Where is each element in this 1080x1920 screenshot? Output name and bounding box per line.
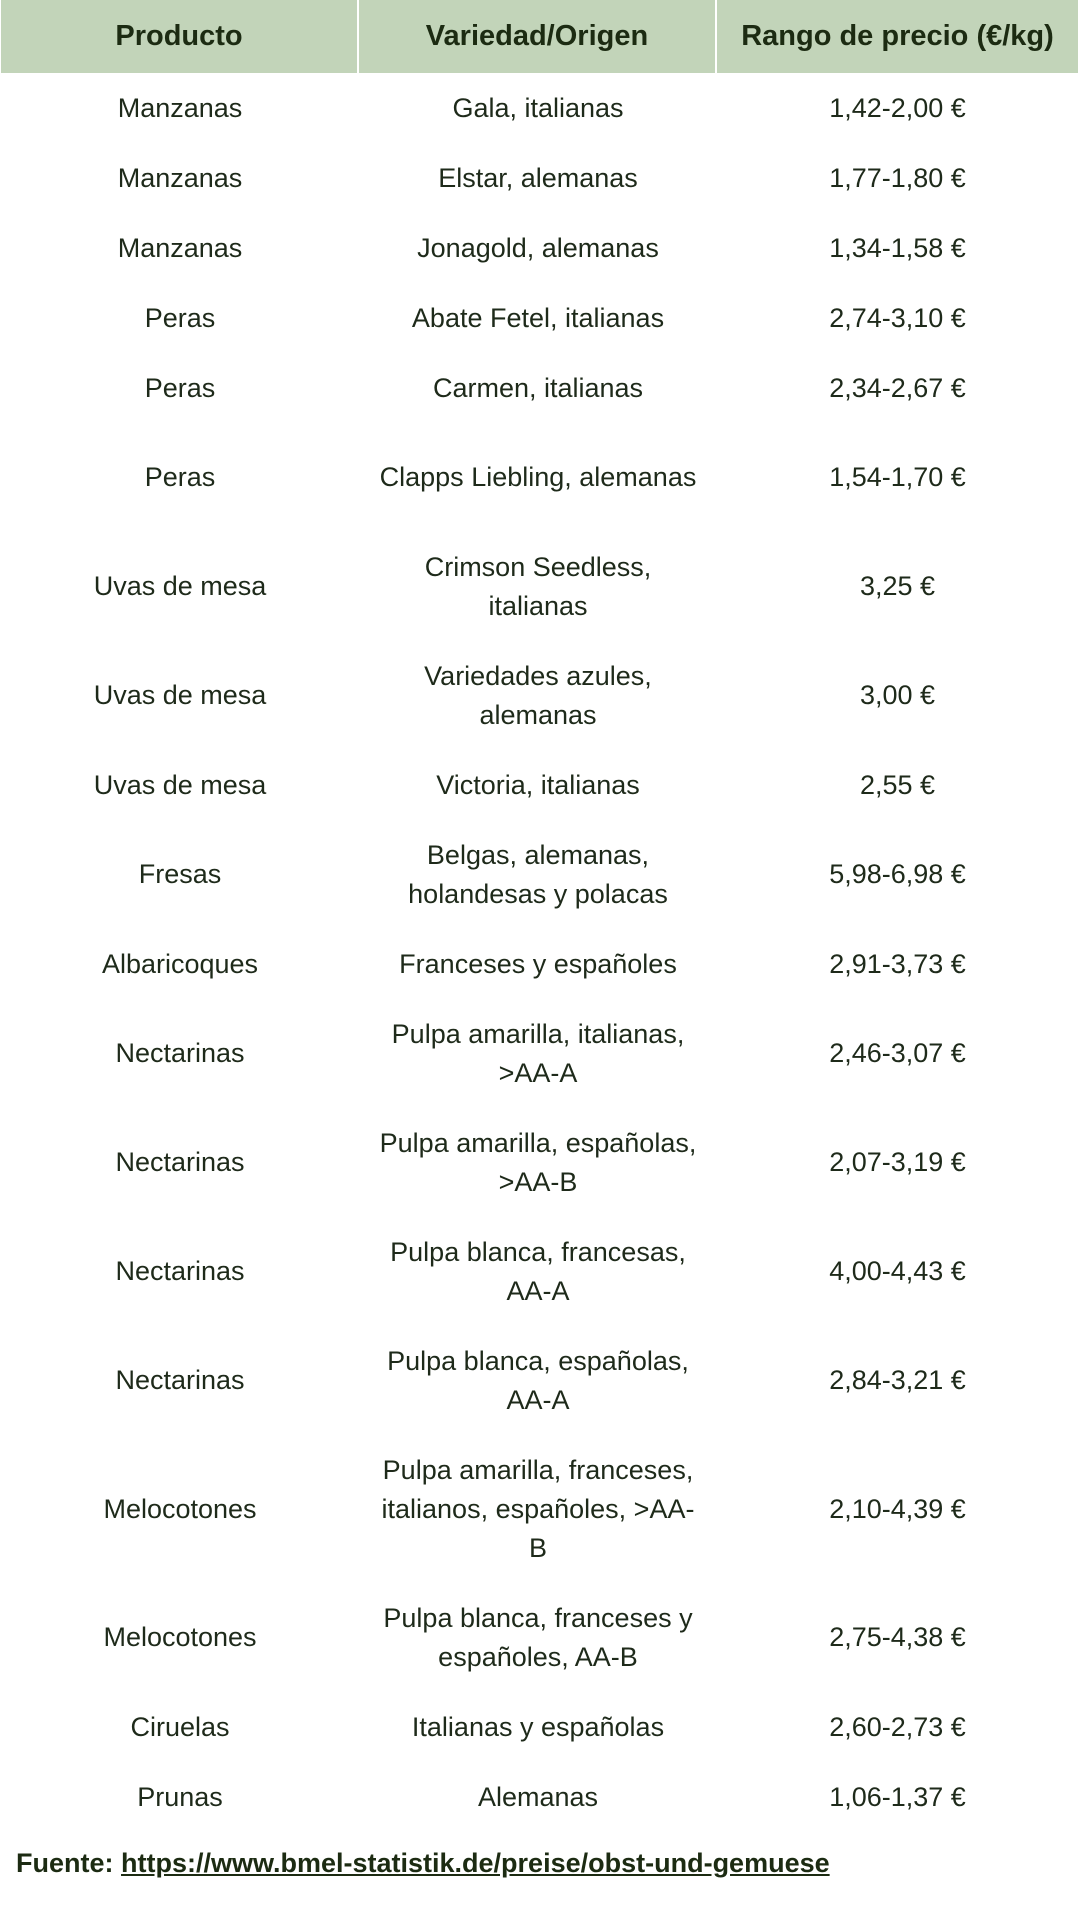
price-cell: 1,06-1,37 € bbox=[829, 1781, 966, 1812]
variety-cell: Alemanas bbox=[477, 1781, 599, 1812]
variety-cell: Crimson Seedless, italianas bbox=[424, 551, 652, 621]
variety-cell: Pulpa blanca, franceses y españoles, AA-B bbox=[383, 1602, 693, 1672]
price-cell: 1,54-1,70 € bbox=[829, 462, 966, 492]
table-row bbox=[1, 1217, 1078, 1326]
table-row bbox=[1, 1435, 1078, 1583]
price-cell: 2,46-3,07 € bbox=[829, 1038, 966, 1068]
variety-cell: Carmen, italianas bbox=[432, 372, 644, 403]
variety-cell: Pulpa amarilla, españolas, >AA-B bbox=[379, 1127, 697, 1197]
product-cell: Uvas de mesa bbox=[93, 571, 267, 601]
product-cell: Nectarinas bbox=[115, 1256, 245, 1286]
price-cell: 2,10-4,39 € bbox=[829, 1493, 966, 1524]
price-cell: 2,07-3,19 € bbox=[829, 1147, 966, 1177]
table-row bbox=[1, 1583, 1078, 1692]
table-row bbox=[1, 1692, 1078, 1762]
price-cell: 2,91-3,73 € bbox=[829, 948, 966, 979]
table-row bbox=[1, 73, 1078, 143]
table-row bbox=[1, 750, 1078, 820]
table-row bbox=[1, 1326, 1078, 1435]
table-row bbox=[1, 929, 1078, 999]
price-cell: 1,34-1,58 € bbox=[829, 232, 966, 263]
price-cell: 2,74-3,10 € bbox=[829, 302, 966, 333]
variety-cell: Pulpa amarilla, italianas, >AA-A bbox=[391, 1018, 685, 1088]
price-cell: 2,75-4,38 € bbox=[829, 1622, 966, 1652]
product-cell: Peras bbox=[144, 302, 216, 333]
table-row bbox=[1, 353, 1078, 423]
variety-cell: Elstar, alemanas bbox=[438, 162, 638, 193]
table-row bbox=[1, 641, 1078, 750]
variety-cell: Abate Fetel, italianas bbox=[411, 302, 665, 333]
product-cell: Melocotones bbox=[103, 1493, 257, 1524]
product-cell: Manzanas bbox=[117, 232, 243, 263]
header-price-range: Rango de precio (€/kg) bbox=[741, 20, 1054, 52]
table-row bbox=[1, 143, 1078, 213]
variety-cell: Gala, italianas bbox=[452, 92, 624, 123]
price-cell: 4,00-4,43 € bbox=[829, 1256, 966, 1286]
variety-cell: Jonagold, alemanas bbox=[417, 232, 659, 263]
variety-cell: Clapps Liebling, alemanas bbox=[379, 462, 697, 492]
product-cell: Uvas de mesa bbox=[93, 680, 267, 710]
price-cell: 2,84-3,21 € bbox=[829, 1365, 966, 1395]
product-cell: Nectarinas bbox=[115, 1365, 245, 1395]
variety-cell: Pulpa blanca, francesas, AA-A bbox=[390, 1236, 686, 1306]
price-cell: 1,77-1,80 € bbox=[829, 162, 966, 193]
header-variety-origin: Variedad/Origen bbox=[359, 0, 717, 73]
product-cell: Fresas bbox=[138, 859, 222, 889]
product-cell: Peras bbox=[144, 462, 216, 492]
price-cell: 5,98-6,98 € bbox=[829, 859, 966, 889]
price-cell: 2,60-2,73 € bbox=[829, 1711, 966, 1742]
product-cell: Manzanas bbox=[117, 162, 243, 193]
price-cell: 3,25 € bbox=[859, 571, 936, 601]
table-row bbox=[1, 213, 1078, 283]
price-cell: 2,34-2,67 € bbox=[829, 372, 966, 403]
product-cell: Albaricoques bbox=[101, 948, 259, 979]
product-cell: Nectarinas bbox=[115, 1038, 245, 1068]
table-row bbox=[1, 423, 1078, 532]
source-line bbox=[16, 1848, 830, 1879]
variety-cell: Variedades azules, alemanas bbox=[424, 660, 652, 730]
header-product: Producto bbox=[1, 0, 359, 73]
variety-cell: Victoria, italianas bbox=[436, 769, 640, 800]
variety-cell: Pulpa amarilla, franceses, italianos, españoles, >AA-B bbox=[381, 1454, 695, 1563]
product-cell: Melocotones bbox=[103, 1622, 257, 1652]
product-cell: Prunas bbox=[137, 1781, 223, 1812]
product-cell: Nectarinas bbox=[115, 1147, 245, 1177]
price-cell: 2,55 € bbox=[859, 769, 936, 800]
price-cell: 1,42-2,00 € bbox=[829, 92, 966, 123]
table-header bbox=[1, 0, 1078, 73]
variety-cell: Belgas, alemanas, holandesas y polacas bbox=[408, 839, 668, 909]
table-row bbox=[1, 999, 1078, 1108]
variety-cell: Italianas y españolas bbox=[411, 1711, 665, 1742]
product-cell: Manzanas bbox=[117, 92, 243, 123]
table-row bbox=[1, 1108, 1078, 1217]
variety-cell: Pulpa blanca, españolas, AA-A bbox=[387, 1345, 689, 1415]
table-row bbox=[1, 532, 1078, 641]
table-row bbox=[1, 283, 1078, 353]
table-row bbox=[1, 1762, 1078, 1832]
source-label: Fuente: bbox=[16, 1848, 114, 1878]
variety-cell: Franceses y españoles bbox=[399, 948, 677, 979]
source-link[interactable]: https://www.bmel-statistik.de/preise/obst-und-gemuese bbox=[121, 1848, 830, 1878]
product-cell: Peras bbox=[144, 372, 216, 403]
product-cell: Uvas de mesa bbox=[93, 769, 267, 800]
product-cell: Ciruelas bbox=[130, 1711, 230, 1742]
price-table bbox=[1, 0, 1078, 1832]
table-row bbox=[1, 820, 1078, 929]
price-cell: 3,00 € bbox=[859, 680, 936, 710]
